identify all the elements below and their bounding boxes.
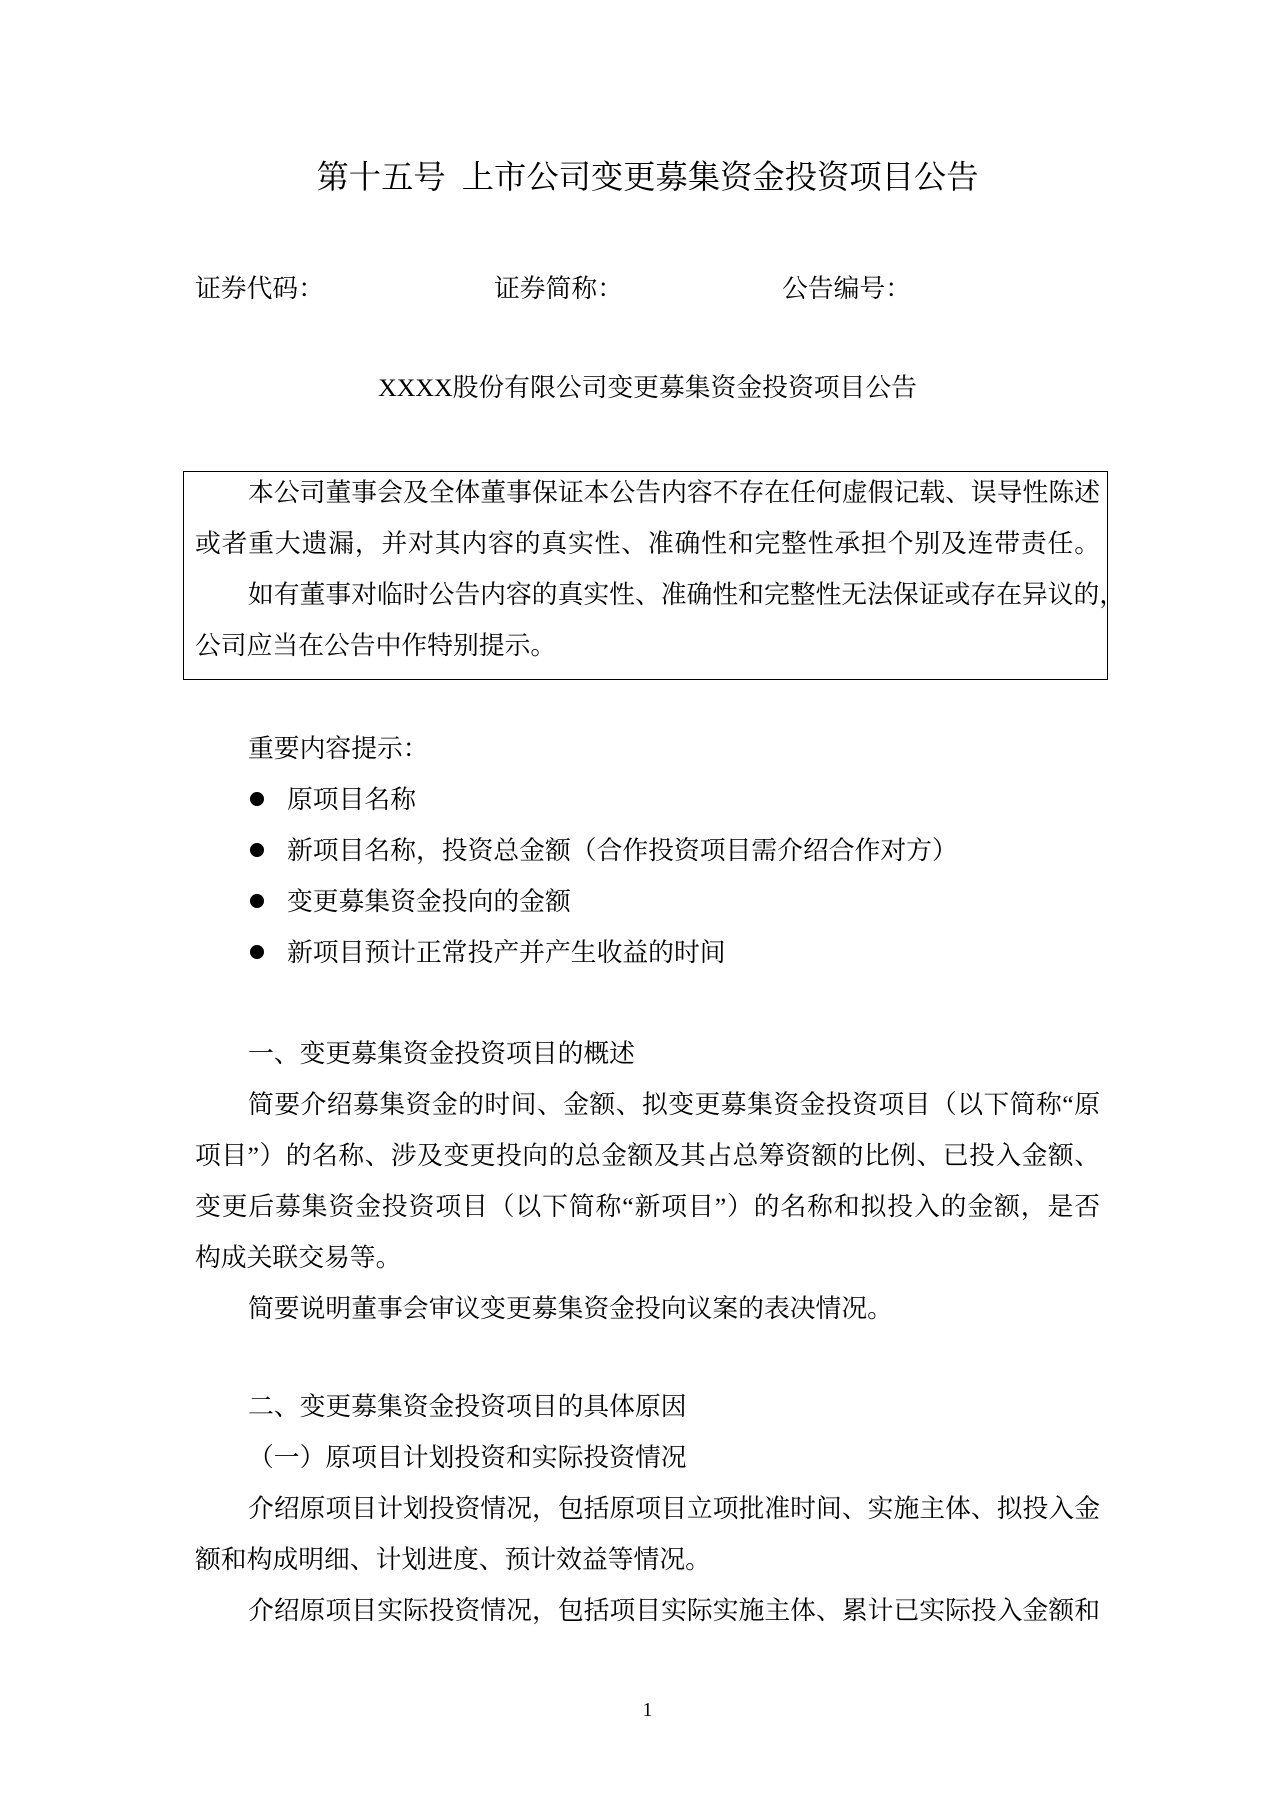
bullet-icon	[250, 945, 264, 959]
text-line: 构成关联交易等。	[195, 1243, 402, 1272]
key-point-item	[195, 927, 1100, 978]
section-heading: 一、变更募集资金投资项目的概述	[248, 1039, 635, 1068]
stock-code-label: 证券代码：	[195, 274, 324, 303]
bullet-icon	[250, 894, 264, 908]
board-statement-box	[183, 471, 1126, 680]
subsection-original-project	[195, 1432, 1100, 1636]
text-line: 介绍原项目实际投资情况，包括项目实际实施主体、累计已实际投入金额和	[248, 1596, 1100, 1625]
announcement-title: XXXX股份有限公司变更募集资金投资项目公告	[378, 373, 917, 402]
text-line: 简要说明董事会审议变更募集资金投向议案的表决情况。	[248, 1294, 893, 1323]
bullet-icon	[250, 792, 264, 806]
section-overview	[195, 1028, 1100, 1334]
key-points	[195, 723, 1100, 978]
key-point-item	[195, 825, 1100, 876]
text-line: 简要介绍募集资金的时间、金额、拟变更募集资金投资项目（以下简称“原	[248, 1090, 1100, 1119]
key-point-text: 新项目预计正常投产并产生收益的时间	[287, 938, 726, 967]
section-paragraph	[195, 1079, 1100, 1283]
text-line: 项目”）的名称、涉及变更投向的总金额及其占总筹资额的比例、已投入金额、	[195, 1141, 1100, 1170]
section-change-reasons	[195, 1381, 1100, 1636]
announcement-number-label: 公告编号：	[782, 274, 911, 303]
key-point-text: 原项目名称	[287, 785, 416, 814]
bullet-icon	[250, 843, 264, 857]
text-line: 额和构成明细、计划进度、预计效益等情况。	[195, 1545, 711, 1574]
text-line: 如有董事对临时公告内容的真实性、准确性和完整性无法保证或存在异议的，	[248, 580, 1126, 609]
key-points-heading: 重要内容提示：	[248, 734, 429, 763]
section-paragraph	[195, 1483, 1100, 1585]
key-points-list	[195, 774, 1100, 978]
key-point-text: 变更募集资金投向的金额	[287, 887, 571, 916]
announcement-meta-row	[0, 263, 1280, 314]
section-paragraph	[195, 1585, 1100, 1636]
page-number: 1	[642, 1700, 653, 1721]
statement-paragraph	[195, 467, 1100, 569]
text-line: 变更后募集资金投资项目（以下简称“新项目”）的名称和拟投入的金额，是否	[195, 1192, 1100, 1221]
text-line: 本公司董事会及全体董事保证本公告内容不存在任何虚假记载、误导性陈述	[248, 478, 1100, 507]
section-paragraph	[195, 1283, 1100, 1334]
stock-abbreviation-label: 证券简称：	[494, 274, 623, 303]
statement-paragraph	[195, 569, 1126, 671]
subsection-heading: （一）原项目计划投资和实际投资情况	[248, 1443, 687, 1472]
key-point-item	[195, 876, 1100, 927]
document-title: 第十五号 上市公司变更募集资金投资项目公告	[316, 159, 979, 195]
key-point-item	[195, 774, 1100, 825]
section-heading: 二、变更募集资金投资项目的具体原因	[248, 1392, 687, 1421]
text-line: 或者重大遗漏，并对其内容的真实性、准确性和完整性承担个别及连带责任。	[195, 529, 1100, 558]
text-line: 介绍原项目计划投资情况，包括原项目立项批准时间、实施主体、拟投入金	[248, 1494, 1100, 1523]
text-line: 公司应当在公告中作特别提示。	[195, 631, 557, 660]
key-point-text: 新项目名称，投资总金额（合作投资项目需介绍合作对方）	[287, 836, 958, 865]
board-statement-text	[195, 467, 1126, 671]
